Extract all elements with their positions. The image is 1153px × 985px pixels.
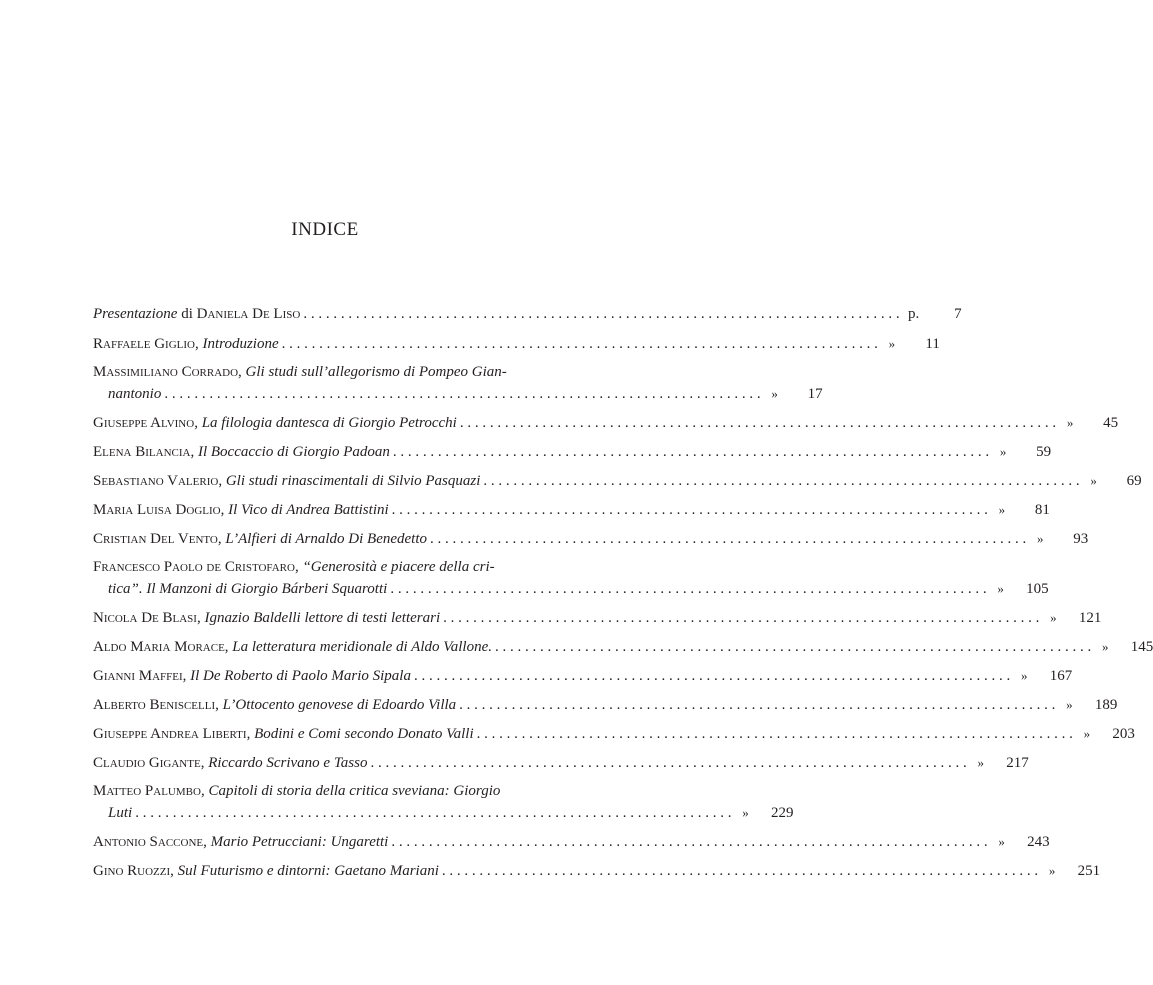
toc-entry (93, 528, 1089, 549)
author-name: Raffaele Giglio (93, 336, 195, 352)
essay-title: Gli studi rinascimentali di Silvio Pasquazi (225, 473, 481, 489)
toc-entry-text (93, 608, 440, 629)
dot-leaders (282, 334, 878, 355)
toc-entry (93, 304, 962, 325)
toc-entry (93, 470, 1142, 491)
dot-leaders (483, 471, 1079, 492)
page-marker: » (1102, 639, 1109, 654)
page-number: 145 (1130, 639, 1153, 655)
author-name: Gino Ruozzi (93, 863, 171, 879)
dot-leaders (460, 413, 1056, 434)
dot-leaders (430, 529, 1026, 550)
separator-text: , (218, 473, 226, 489)
separator-text: , (200, 783, 209, 799)
separator-text: , (170, 863, 178, 879)
toc-entry (93, 412, 1119, 433)
essay-title: Sul Futurismo e dintorni: Gaetano Mariani (177, 863, 439, 879)
separator-text: , (217, 531, 226, 547)
separator-text: , (194, 415, 202, 431)
toc-entry (93, 362, 823, 404)
essay-title: L’Alfieri di Arnaldo Di Benedetto (225, 531, 428, 547)
page-marker: » (1066, 697, 1073, 712)
author-name: Nicola De Blasi (93, 610, 197, 626)
page-number: 69 (1126, 473, 1142, 489)
separator-text: , (294, 559, 303, 575)
toc-entry-text (108, 384, 161, 405)
toc-entry-text (93, 861, 439, 882)
separator-text: di (177, 306, 197, 322)
page-marker: » (1066, 415, 1074, 430)
author-name: Giuseppe Alvino (93, 415, 195, 431)
page-number: 229 (770, 805, 794, 821)
page-number: 189 (1094, 697, 1118, 713)
toc-entry-continuation-line (93, 578, 1049, 599)
toc-entry-text (93, 500, 389, 521)
toc-entry-text (93, 724, 474, 745)
essay-title: Bodini e Comi secondo Donato Valli (254, 726, 474, 742)
dot-leaders (135, 803, 731, 824)
dot-leaders (443, 608, 1039, 629)
essay-title: Luti (108, 805, 133, 821)
essay-title: Riccardo Scrivano e Tasso (208, 755, 368, 771)
toc-entry-text (93, 413, 457, 434)
toc-entry (93, 636, 1153, 657)
essay-title: nantonio (108, 386, 162, 402)
toc-entry-line (93, 636, 1153, 657)
toc-entry-text (93, 637, 492, 658)
dot-leaders (392, 500, 988, 521)
author-name: Aldo Maria Morace (93, 639, 225, 655)
page-number: 11 (925, 336, 940, 352)
page-marker: » (888, 336, 896, 351)
dot-leaders (303, 304, 899, 325)
dot-leaders (477, 724, 1073, 745)
page-marker: » (999, 444, 1007, 459)
page-marker: » (742, 805, 749, 820)
separator-text: , (196, 610, 205, 626)
essay-title: tica”. Il Manzoni di Giorgio Bárberi Squarotti (108, 581, 388, 597)
toc-entry-text (93, 781, 500, 802)
page-marker: » (997, 581, 1004, 596)
author-name: Sebastiano Valerio (93, 473, 219, 489)
page-number: 45 (1103, 415, 1119, 431)
page-marker: » (1050, 610, 1057, 625)
toc-entry-text (108, 803, 132, 824)
toc-entry (93, 441, 1052, 462)
toc-entry (93, 860, 1101, 881)
toc-entry-line (93, 694, 1118, 715)
toc-entry (93, 665, 1073, 686)
author-name: Antonio Saccone (93, 834, 204, 850)
toc-entry-text (93, 529, 427, 550)
author-name: Cristian Del Vento (93, 531, 218, 547)
separator-text: , (200, 755, 209, 771)
essay-title: L’Ottocento genovese di Edoardo Villa (222, 697, 457, 713)
dot-leaders (414, 666, 1010, 687)
page-marker: » (1037, 531, 1044, 546)
page-number: 251 (1077, 863, 1101, 879)
separator-text: , (224, 639, 233, 655)
toc-entry-line (93, 412, 1119, 433)
separator-text: , (246, 726, 255, 742)
essay-title: Mario Petrucciani: Ungaretti (210, 834, 389, 850)
separator-text: , (220, 502, 229, 518)
toc-entry-line (93, 441, 1052, 462)
author-name: Daniela De Liso (196, 306, 301, 322)
separator-text: , (190, 444, 198, 460)
toc-entry-text (93, 832, 388, 853)
toc-entry-line (93, 607, 1102, 628)
author-name: Matteo Palumbo (93, 783, 201, 799)
page-marker: p. (907, 306, 920, 322)
toc-entry (93, 723, 1135, 744)
toc-entry-continuation-line (93, 802, 794, 823)
author-name: Maria Luisa Doglio (93, 502, 221, 518)
separator-text: , (182, 668, 191, 684)
page-number: 243 (1027, 834, 1050, 850)
page-number: 217 (1006, 755, 1029, 771)
page-number: 7 (954, 306, 962, 322)
toc-entry-line (93, 304, 962, 325)
dot-leaders (164, 384, 760, 405)
toc-entry-line (93, 860, 1101, 881)
toc-entry-text (93, 442, 390, 463)
toc-entry-text (93, 362, 507, 383)
author-name: Elena Bilancia (93, 444, 191, 460)
page-marker: » (977, 755, 984, 770)
toc-entry-line (93, 333, 940, 354)
author-name: Alberto Beniscelli (93, 697, 216, 713)
page-number: 121 (1078, 610, 1102, 626)
page-marker: » (998, 502, 1006, 517)
page-marker: » (1048, 863, 1056, 878)
dot-leaders (391, 832, 987, 853)
toc-entry-line (93, 557, 579, 578)
toc-entry-line (93, 752, 1029, 773)
toc-entry-text (93, 304, 300, 325)
author-name: Claudio Gigante (93, 755, 201, 771)
essay-title: Il Vico di Andrea Battistini (228, 502, 389, 518)
separator-text: , (215, 697, 223, 713)
separator-text: , (203, 834, 211, 850)
essay-title: Il Boccaccio di Giorgio Padoan (197, 444, 390, 460)
toc-entry-continuation-line (93, 383, 823, 404)
toc-entry (93, 557, 1049, 599)
page-marker: » (998, 834, 1005, 849)
toc-entry-text (93, 666, 411, 687)
toc-entry-line (93, 362, 579, 383)
essay-title: Gli studi sull’allegorismo di Pompeo Gian- (245, 364, 507, 380)
essay-title: Il De Roberto di Paolo Mario Sipala (190, 668, 411, 684)
toc-entry (93, 607, 1102, 628)
dot-leaders (495, 637, 1091, 658)
page-marker: » (771, 386, 778, 401)
toc-entry (93, 752, 1029, 773)
essay-title: Introduzione (202, 336, 279, 352)
essay-title: “Generosità e piacere della cri- (302, 559, 495, 575)
toc-entry (93, 831, 1050, 852)
page-number: 81 (1034, 502, 1050, 518)
toc-entry-line (93, 665, 1073, 686)
essay-title: La filologia dantesca di Giorgio Petrocchi (201, 415, 457, 431)
page-number: 105 (1026, 581, 1049, 597)
dot-leaders (459, 695, 1055, 716)
dot-leaders (370, 753, 966, 774)
essay-title: Capitoli di storia della critica sveviana: Giorgio (208, 783, 501, 799)
dot-leaders (390, 579, 986, 600)
author-name: Francesco Paolo de Cristofaro (93, 559, 295, 575)
author-name: Gianni Maffei (93, 668, 183, 684)
toc-entry-line (93, 781, 579, 802)
page-marker: » (1020, 668, 1028, 683)
toc-entry-text (93, 471, 480, 492)
separator-text: , (195, 336, 203, 352)
toc-entry (93, 694, 1118, 715)
dot-leaders (442, 861, 1038, 882)
toc-entry-line (93, 723, 1135, 744)
toc-entry-text (93, 695, 456, 716)
toc-entry-text (108, 579, 387, 600)
essay-title: Ignazio Baldelli lettore di testi letterari (204, 610, 441, 626)
page-marker: » (1083, 726, 1091, 741)
separator-text: , (238, 364, 246, 380)
toc-entry-text (93, 557, 495, 578)
toc-entry-text (93, 753, 367, 774)
page-number: 167 (1049, 668, 1073, 684)
table-of-contents (93, 304, 1153, 889)
essay-title: Presentazione (93, 306, 178, 322)
page-title: INDICE (291, 219, 359, 240)
toc-entry-line (93, 528, 1089, 549)
toc-entry-line (93, 499, 1050, 520)
page-marker: » (1090, 473, 1097, 488)
page-number: 93 (1073, 531, 1089, 547)
toc-entry (93, 781, 794, 823)
author-name: Massimiliano Corrado (93, 364, 239, 380)
toc-entry-text (93, 334, 279, 355)
toc-entry-line (93, 831, 1050, 852)
author-name: Giuseppe Andrea Liberti (93, 726, 247, 742)
toc-entry (93, 333, 940, 354)
essay-title: La letteratura meridionale di Aldo Vallone. (232, 639, 493, 655)
page-number: 203 (1112, 726, 1135, 742)
page-number: 59 (1036, 444, 1052, 460)
page-number: 17 (807, 386, 823, 402)
toc-entry (93, 499, 1050, 520)
dot-leaders (393, 442, 989, 463)
toc-entry-line (93, 470, 1142, 491)
